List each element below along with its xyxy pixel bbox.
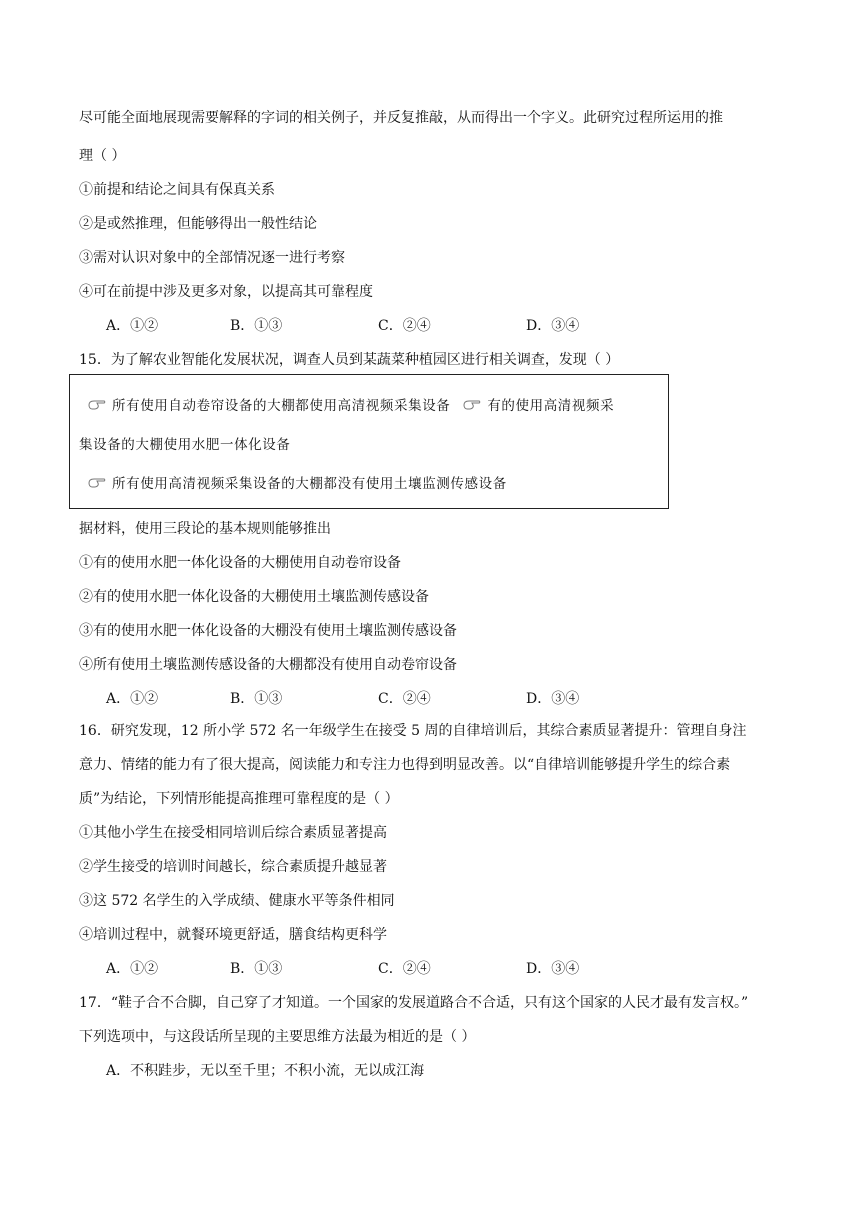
q16-option-d: D．③④ xyxy=(526,961,580,977)
q14-item-3: ③需对认识对象中的全部情况逐一进行考察 xyxy=(79,250,345,266)
q15-premise-2a: 有的使用高清视频采 xyxy=(487,398,615,414)
q15-item-2: ②有的使用水肥一体化设备的大棚使用土壤监测传感设备 xyxy=(79,589,429,605)
q16-item-1: ①其他小学生在接受相同培训后综合素质显著提高 xyxy=(79,825,387,841)
q15-option-d: D．③④ xyxy=(526,691,580,707)
q14-item-2: ②是或然推理，但能够得出一般性结论 xyxy=(79,216,317,232)
q16-item-4: ④培训过程中，就餐环境更舒适，膳食结构更科学 xyxy=(79,927,387,943)
q14-item-1: ①前提和结论之间具有保真关系 xyxy=(79,182,275,198)
q15-item-3: ③有的使用水肥一体化设备的大棚没有使用土壤监测传感设备 xyxy=(79,623,457,639)
q14-option-b: B．①③ xyxy=(230,318,283,334)
q17-stem-line-1: 17．“鞋子合不合脚，自己穿了才知道。一个国家的发展道路合不合适，只有这个国家的人民才最有发言权。” xyxy=(79,995,749,1011)
q16-option-b: B．①③ xyxy=(230,961,283,977)
q15-material-box xyxy=(69,374,669,509)
q16-options xyxy=(106,959,666,979)
q16-option-a: A．①② xyxy=(106,961,159,977)
q14-option-d: D．③④ xyxy=(526,318,580,334)
q17-option-a: A．不积跬步，无以至千里；不积小流，无以成江海 xyxy=(106,1063,425,1079)
pointing-hand-icon xyxy=(88,399,106,411)
pointing-hand-icon xyxy=(463,399,481,411)
q16-item-2: ②学生接受的培训时间越长，综合素质提升越显著 xyxy=(79,859,387,875)
pointing-hand-icon xyxy=(88,477,106,489)
q15-after-text: 据材料，使用三段论的基本规则能够推出 xyxy=(79,521,331,537)
q15-options xyxy=(106,689,666,709)
q15-box-line-2: 集设备的大棚使用水肥一体化设备 xyxy=(79,437,291,453)
q17-stem-line-2: 下列选项中，与这段话所呈现的主要思维方法最为相近的是（ ） xyxy=(79,1029,476,1045)
q16-stem-line-3: 质”为结论，下列情形能提高推理可靠程度的是（ ） xyxy=(79,791,399,807)
q15-premise-1: 所有使用自动卷帘设备的大棚都使用高清视频采集设备 xyxy=(112,398,451,414)
q14-option-c: C．②④ xyxy=(378,318,431,334)
q16-stem-line-1: 16．研究发现，12 所小学 572 名一年级学生在接受 5 周的自律培训后，其综合素质显著提升：管理自身注 xyxy=(79,723,747,739)
q16-stem-line-2: 意力、情绪的能力有了很大提高，阅读能力和专注力也得到明显改善。以“自律培训能够提升学生的综合素 xyxy=(79,757,731,773)
q15-item-4: ④所有使用土壤监测传感设备的大棚都没有使用自动卷帘设备 xyxy=(79,657,457,673)
q14-options xyxy=(106,316,666,336)
q14-option-a: A．①② xyxy=(106,318,159,334)
q15-stem: 15．为了解农业智能化发展状况，调查人员到某蔬菜种植园区进行相关调查，发现（ ） xyxy=(79,352,620,368)
q15-box-line-1 xyxy=(88,396,614,416)
q15-option-b: B．①③ xyxy=(230,691,283,707)
q14-stem-line-2: 理（ ） xyxy=(79,148,126,164)
q14-item-4: ④可在前提中涉及更多对象，以提高其可靠程度 xyxy=(79,284,373,300)
q14-stem-line-1: 尽可能全面地展现需要解释的字词的相关例子，并反复推敲，从而得出一个字义。此研究过程所运用的推 xyxy=(79,110,723,126)
q15-option-a: A．①② xyxy=(106,691,159,707)
q16-item-3: ③这 572 名学生的入学成绩、健康水平等条件相同 xyxy=(79,893,395,909)
q15-premise-3: 所有使用高清视频采集设备的大棚都没有使用土壤监测传感设备 xyxy=(112,476,507,492)
q15-item-1: ①有的使用水肥一体化设备的大棚使用自动卷帘设备 xyxy=(79,555,401,571)
q16-option-c: C．②④ xyxy=(378,961,431,977)
q15-option-c: C．②④ xyxy=(378,691,431,707)
q15-box-line-3 xyxy=(88,474,507,494)
